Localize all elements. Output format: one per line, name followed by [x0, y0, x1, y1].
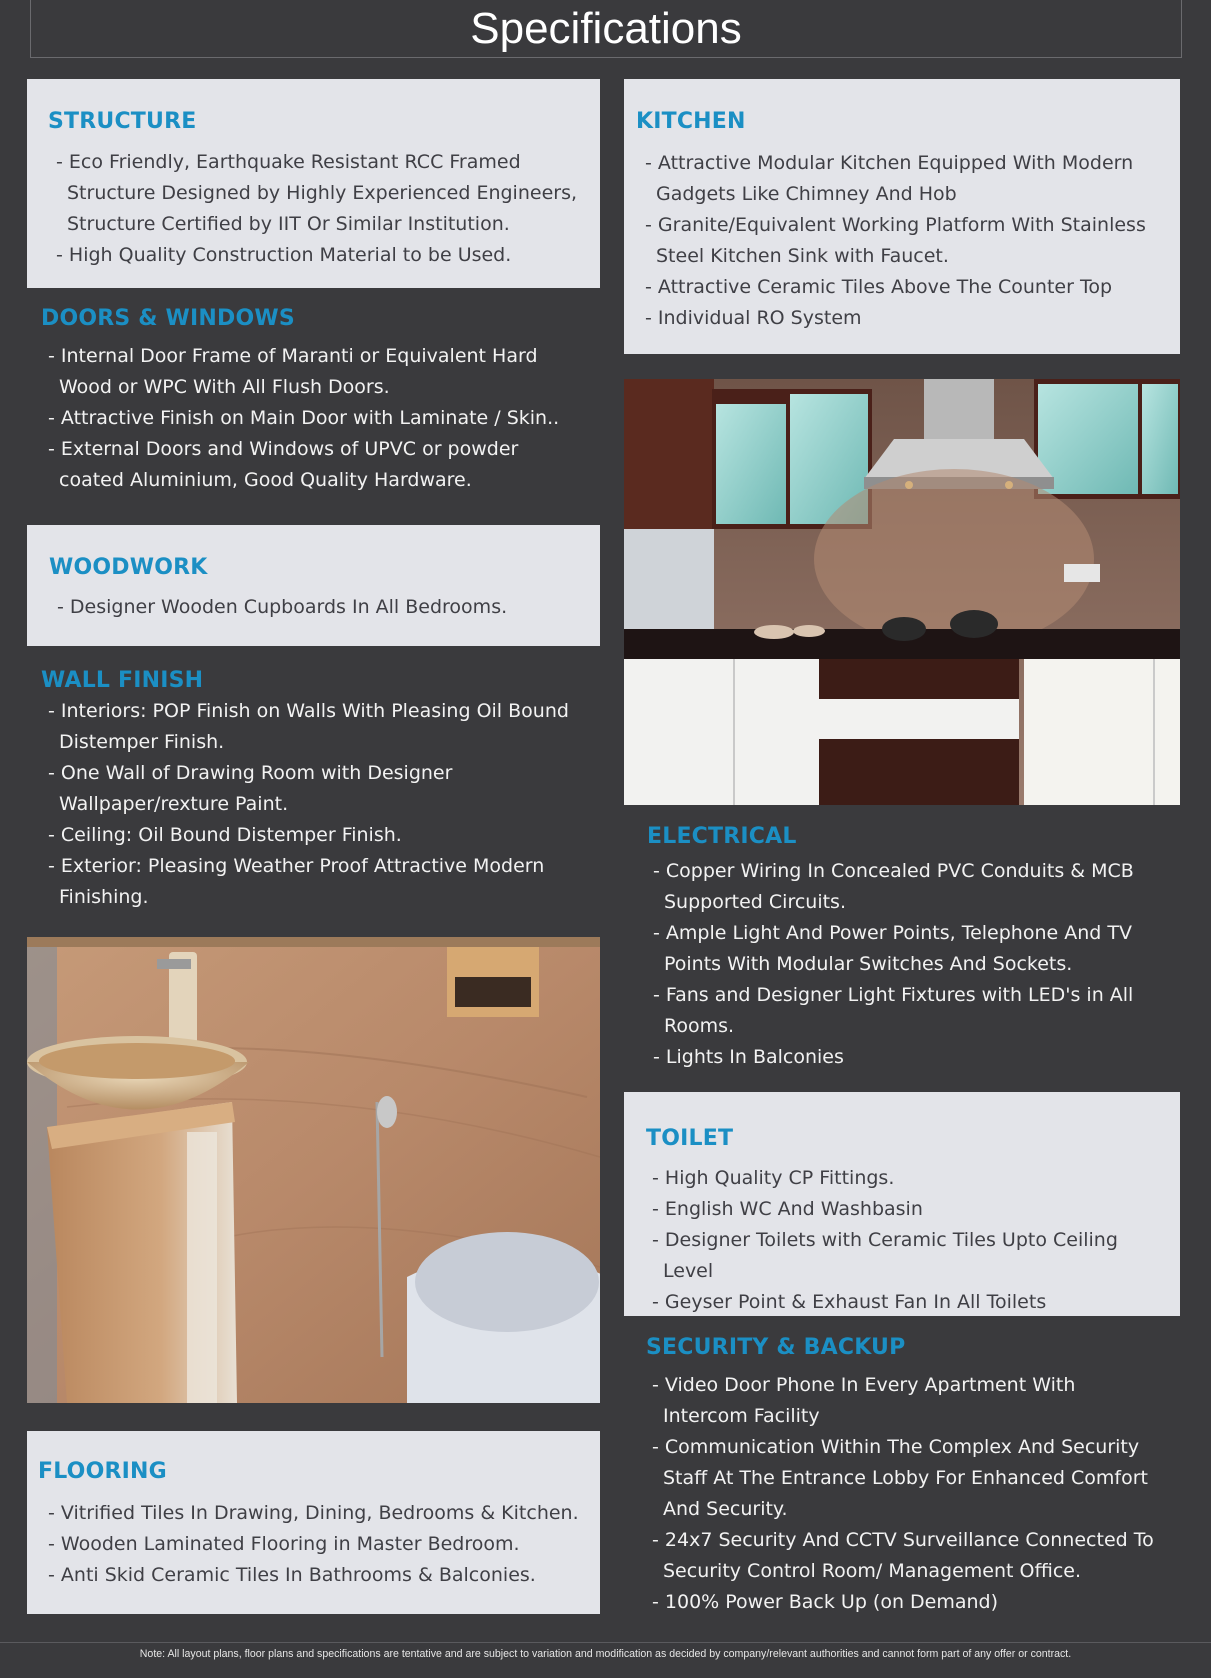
- spec-item: - Designer Wooden Cupboards In All Bedrooms.: [57, 592, 580, 623]
- section-title: STRUCTURE: [48, 109, 197, 134]
- spec-item: - Individual RO System: [645, 303, 1164, 334]
- spec-list: [41, 341, 588, 496]
- page-header: [30, 0, 1182, 58]
- spec-item: - 24x7 Security And CCTV Surveillance Connected To Security Control Room/ Management Office.: [652, 1525, 1164, 1587]
- section-structure: [27, 79, 600, 288]
- kitchen-illustration: [624, 379, 1180, 805]
- spec-item: - Interiors: POP Finish on Walls With Pleasing Oil Bound Distemper Finish.: [48, 696, 580, 758]
- spec-item: - Granite/Equivalent Working Platform With Stainless Steel Kitchen Sink with Faucet.: [645, 210, 1164, 272]
- section-security-backup: [624, 1335, 1180, 1620]
- section-title: FLOORING: [38, 1459, 167, 1484]
- bathroom-photo: [27, 937, 600, 1403]
- spec-item: - English WC And Washbasin: [652, 1194, 1172, 1225]
- spec-item: - High Quality CP Fittings.: [652, 1163, 1172, 1194]
- section-title: TOILET: [646, 1126, 734, 1151]
- spec-item: - Eco Friendly, Earthquake Resistant RCC Framed Structure Designed by Highly Experienced Engineers, Structure Certified by IIT Or Similar Institution.: [56, 147, 580, 240]
- spec-item: - Vitrified Tiles In Drawing, Dining, Bedrooms & Kitchen.: [48, 1498, 580, 1529]
- spec-list: [48, 147, 580, 271]
- spec-list: [646, 1370, 1164, 1618]
- section-title: DOORS & WINDOWS: [41, 306, 295, 331]
- spec-item: - 100% Power Back Up (on Demand): [652, 1587, 1164, 1618]
- section-title: KITCHEN: [636, 109, 746, 134]
- section-kitchen: [624, 79, 1180, 354]
- section-title: SECURITY & BACKUP: [646, 1335, 906, 1360]
- spec-item: - Attractive Ceramic Tiles Above The Counter Top: [645, 272, 1164, 303]
- spec-item: - Fans and Designer Light Fixtures with LED's in All Rooms.: [653, 980, 1164, 1042]
- spec-item: - Exterior: Pleasing Weather Proof Attractive Modern Finishing.: [48, 851, 580, 913]
- section-toilet: [624, 1092, 1180, 1316]
- section-electrical: [624, 824, 1180, 1074]
- spec-item: - Anti Skid Ceramic Tiles In Bathrooms & Balconies.: [48, 1560, 580, 1591]
- spec-list: [49, 592, 580, 623]
- spec-list: [38, 1498, 580, 1591]
- spec-item: - Ample Light And Power Points, Telephone And TV Points With Modular Switches And Sockets.: [653, 918, 1164, 980]
- spec-item: - Copper Wiring In Concealed PVC Conduits & MCB Supported Circuits.: [653, 856, 1164, 918]
- spec-item: - One Wall of Drawing Room with Designer Wallpaper/rexture Paint.: [48, 758, 580, 820]
- section-flooring: [27, 1431, 600, 1614]
- spec-item: - Communication Within The Complex And Security Staff At The Entrance Lobby For Enhanced Comfort And Security.: [652, 1432, 1164, 1525]
- section-wall-finish: [27, 668, 600, 918]
- spec-item: - Video Door Phone In Every Apartment With Intercom Facility: [652, 1370, 1164, 1432]
- spec-item: - Wooden Laminated Flooring in Master Bedroom.: [48, 1529, 580, 1560]
- spec-item: - Attractive Finish on Main Door with Laminate / Skin..: [48, 403, 588, 434]
- section-woodwork: [27, 525, 600, 646]
- spec-item: - Lights In Balconies: [653, 1042, 1164, 1073]
- spec-item: - High Quality Construction Material to be Used.: [56, 240, 580, 271]
- spec-item: - Attractive Modular Kitchen Equipped With Modern Gadgets Like Chimney And Hob: [645, 148, 1164, 210]
- spec-list: [636, 148, 1164, 334]
- spec-item: - External Doors and Windows of UPVC or powder coated Aluminium, Good Quality Hardware.: [48, 434, 588, 496]
- kitchen-photo: [624, 379, 1180, 805]
- spec-item: - Internal Door Frame of Maranti or Equivalent Hard Wood or WPC With All Flush Doors.: [48, 341, 588, 403]
- spec-list: [41, 696, 580, 913]
- spec-list: [647, 856, 1164, 1073]
- footer-divider: [0, 1642, 1211, 1643]
- spec-list: [646, 1163, 1172, 1318]
- spec-item: - Designer Toilets with Ceramic Tiles Upto Ceiling Level: [652, 1225, 1172, 1287]
- page-title: Specifications: [470, 3, 742, 53]
- section-title: WOODWORK: [49, 555, 208, 580]
- spec-item: - Ceiling: Oil Bound Distemper Finish.: [48, 820, 580, 851]
- section-title: ELECTRICAL: [647, 824, 797, 849]
- section-title: WALL FINISH: [41, 668, 204, 693]
- footer-note: Note: All layout plans, floor plans and specifications are tentative and are subject to variation and modification as decided by company/relevant authorities and cannot form part of any offer or contract.: [139, 1648, 1072, 1660]
- section-doors-windows: [27, 306, 600, 506]
- spec-item: - Geyser Point & Exhaust Fan In All Toilets: [652, 1287, 1172, 1318]
- bathroom-illustration: [27, 937, 600, 1403]
